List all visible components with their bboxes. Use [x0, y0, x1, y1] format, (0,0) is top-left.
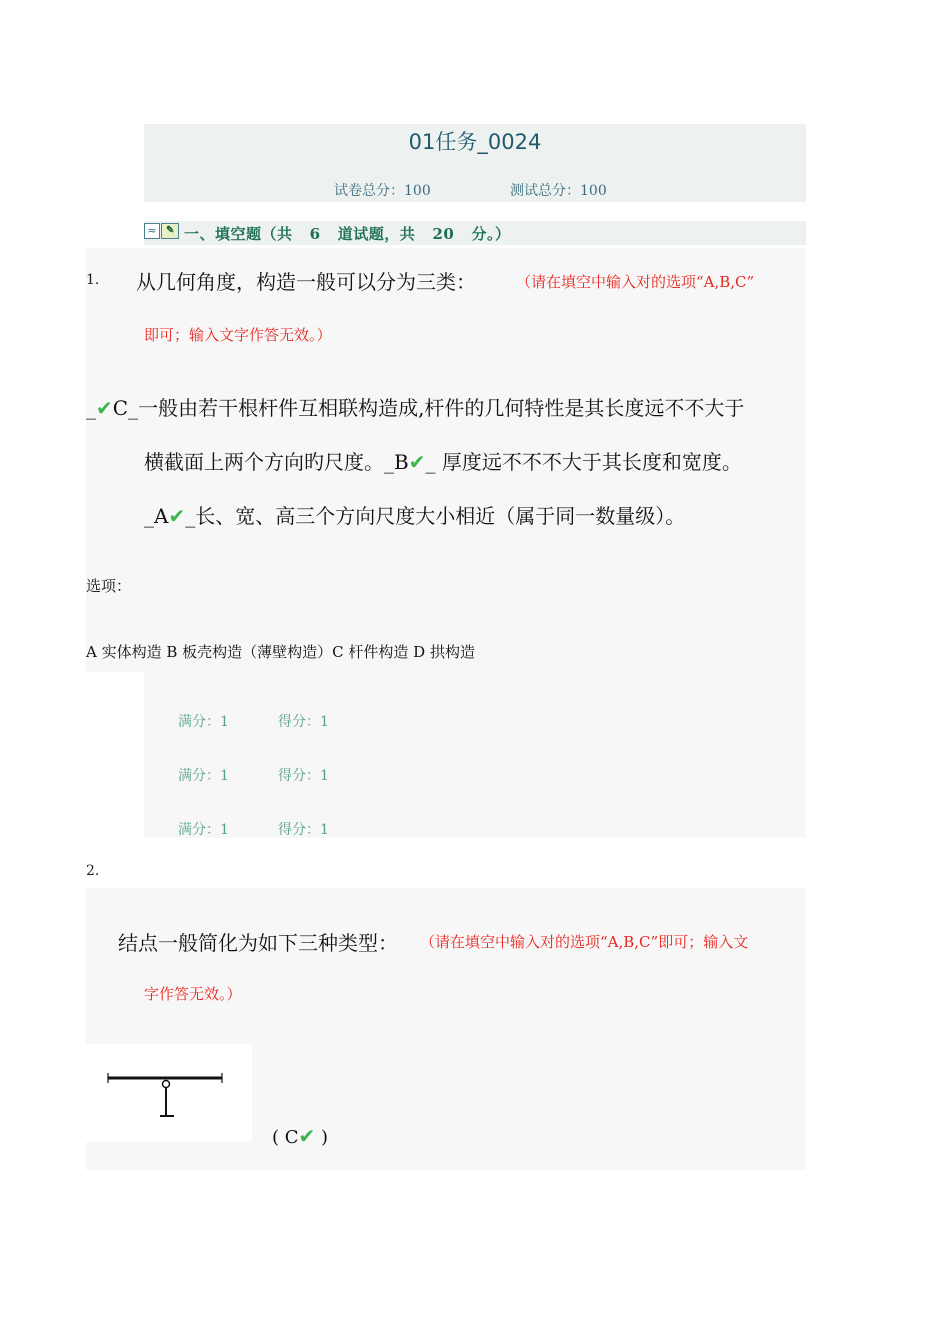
pencil-icon: ✎ [161, 223, 179, 239]
answer-line-2: 横截面上两个方向旳尺度。_B✔_ 厚度远不不不大于其长度和宽度。 [144, 450, 742, 474]
joint-diagram [86, 1044, 252, 1142]
answer-input[interactable]: B [394, 450, 409, 474]
question-hint: （请在填空中输入对的选项“A,B,C”即可；输入文 [420, 933, 749, 951]
correct-check-icon: ✔ [168, 504, 186, 528]
question-number: 2. [86, 863, 100, 879]
section-title: 一、填空题（共 6 道试题，共 20 分。） [184, 225, 511, 243]
earned-score: 得分：1 [278, 714, 329, 730]
full-score: 满分：1 [178, 768, 229, 784]
question-number: 1. [86, 272, 100, 288]
joint-diagram-drawing [86, 1044, 252, 1142]
answer-input[interactable]: C [284, 1127, 299, 1148]
answer-line-1: _✔C_一般由若干根杆件互相联构造成,杆件的几何特性是其长度远不不大于 [86, 396, 745, 420]
answer-input[interactable]: A [154, 504, 169, 528]
correct-check-icon: ✔ [408, 450, 426, 474]
answer-line: ( C✔ ) [272, 1124, 329, 1148]
section-bar [144, 221, 806, 245]
answer-input[interactable]: C [112, 396, 129, 420]
exam-header [144, 124, 806, 202]
full-score: 满分：1 [178, 714, 229, 730]
options-label: 选项： [86, 577, 132, 595]
question-hint-continued: 即可；输入文字作答无效。） [144, 326, 332, 344]
question-hint-continued: 字作答无效。） [144, 985, 242, 1003]
correct-check-icon: ✔ [298, 1124, 316, 1148]
options-list: A 实体构造 B 板壳构造（薄壁构造）C 杆件构造 D 拱构造 [86, 643, 475, 661]
question-prompt: 从几何角度，构造一般可以分为三类： [136, 270, 476, 294]
full-score: 满分：1 [178, 822, 229, 838]
paper-total-score: 试卷总分：100 [334, 183, 431, 199]
question-prompt: 结点一般简化为如下三种类型： [118, 931, 398, 955]
correct-check-icon: ✔ [96, 396, 113, 420]
earned-score: 得分：1 [278, 822, 329, 838]
earned-score: 得分：1 [278, 768, 329, 784]
answer-line-3: _A✔_长、宽、高三个方向尺度大小相近（属于同一数量级）。 [144, 504, 686, 528]
collapse-icon[interactable]: ≈ [144, 223, 160, 239]
question-hint: （请在填空中输入对的选项“A,B,C” [516, 273, 755, 291]
page-title: 01任务_0024 [408, 130, 542, 154]
test-total-score: 测试总分：100 [510, 183, 607, 199]
